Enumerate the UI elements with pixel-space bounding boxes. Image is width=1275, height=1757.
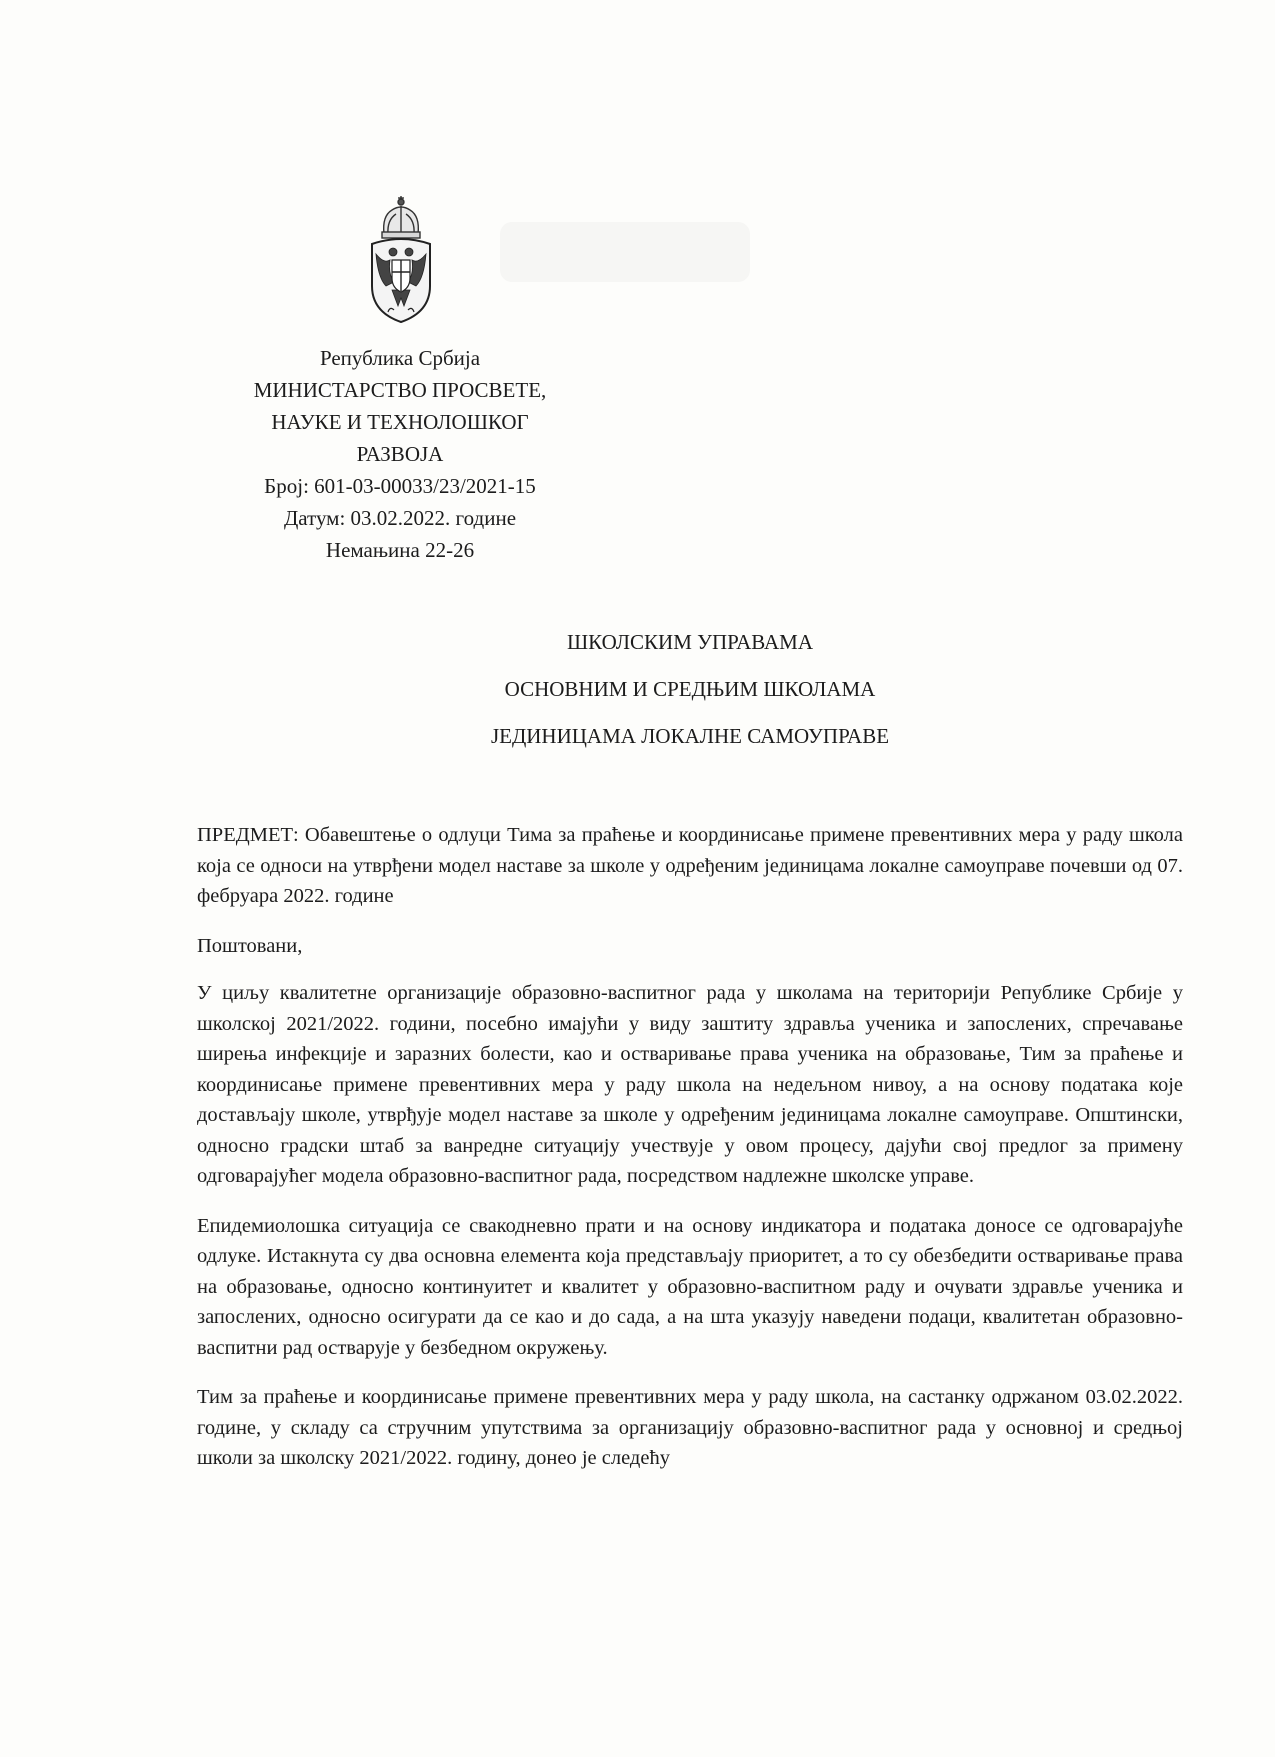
recipient-line: ШКОЛСКИМ УПРАВАМА <box>566 630 813 654</box>
recipients-block <box>380 622 1000 763</box>
salutation: Поштовани, <box>197 934 303 957</box>
ministry-header <box>180 342 620 566</box>
ministry-name-line-1: МИНИСТАРСТВО ПРОСВЕТЕ, <box>253 378 547 402</box>
body-paragraph: Епидемиолошка ситуација се свакодневно прати и на основу индикатора и података доносе се одговарајуће одлуке. Истакнута су два основна елемента која представљају приоритет, а то су обезбедити остваривање права на образовање, односно континуитет и квалитет у образовно-васпитном раду и очувати здравље ученика и запослених, односно осигурати да се као и до сада, а на шта указују наведени подаци, квалитетан образовно-васпитни рад остварује у безбедном окружењу. <box>197 1214 1183 1359</box>
document-number: Број: 601-03-00033/23/2021-15 <box>264 474 536 498</box>
recipient-line: ОСНОВНИМ И СРЕДЊИМ ШКОЛАМА <box>504 677 876 701</box>
body-paragraph: Тим за праћење и координисање примене превентивних мера у раду школа, на састанку одржаном 03.02.2022. године, у складу са стручним упутствима за организацију образовно-васпитног рада у основној и средњој школи за школску 2021/2022. годину, донео је следећу <box>197 1386 1183 1469</box>
subject-line: ПРЕДМЕТ: Обавештење о одлуци Тима за праћење и координисање примене превентивних мера у раду школа која се односи на утврђени модел наставе за школе у одређеним јединицама локалне самоуправе почевши од 07. фебруара 2022. године <box>197 824 1183 907</box>
country-name: Република Србија <box>319 346 481 370</box>
recipient-line: ЈЕДИНИЦАМА ЛОКАЛНЕ САМОУПРАВЕ <box>490 724 890 748</box>
ministry-name-line-2: НАУКЕ И ТЕХНОЛОШКОГ <box>271 410 529 434</box>
body-paragraph: У циљу квалитетне организације образовно-васпитног рада у школама на територији Републике Србије у школској 2021/2022. години, посебно имајући у виду заштиту здравља ученика и запослених, спречавање ширења инфекције и заразних болести, као и остваривање права ученика на образовање, Тим за праћење и координисање примене превентивних мера у раду школа на недељном нивоу, а на основу података које достављају школе, утврђује модел наставе за школе у одређеним јединицама локалне самоуправе. Општински, односно градски штаб за ванредне ситуацију учествује у овом процесу, дајући свој предлог за примену одговарајућег модела образовно-васпитног рада, посредством надлежне школске управе. <box>197 982 1183 1187</box>
faint-stamp-mark <box>500 222 750 282</box>
coat-of-arms-icon <box>366 194 436 326</box>
ministry-address: Немањина 22-26 <box>325 538 475 562</box>
letter-body <box>197 820 1183 1493</box>
document-date: Датум: 03.02.2022. године <box>283 506 517 530</box>
ministry-name-line-3: РАЗВОЈА <box>356 442 444 466</box>
